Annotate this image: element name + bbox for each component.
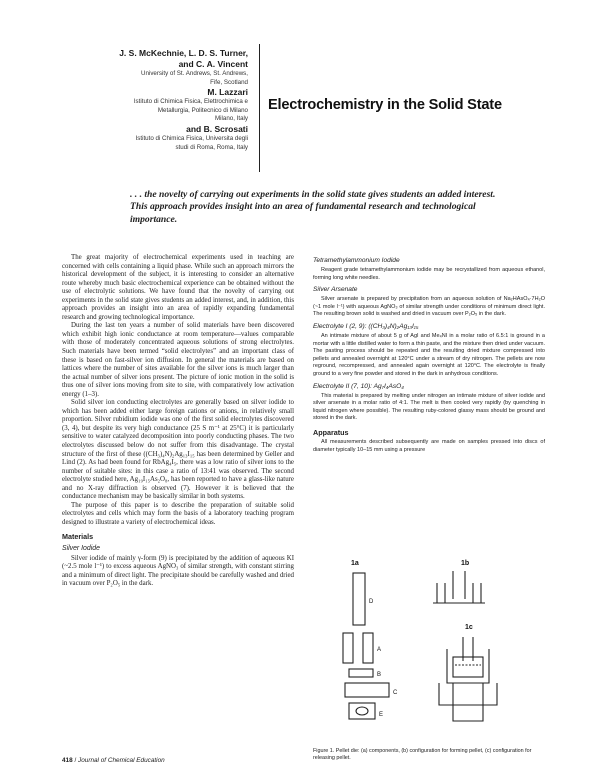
- body-paragraph: During the last ten years a number of solid materials have been discovered which exhibit high ionic conductance at room temperature—values comparable with those of moderately concentrated aqueous solutions of strong electrolytes. Such materials have been termed “solid electrolytes” and an important class of these is based on fast-silver ion diffusion. In general the materials are based on lattices where the number of sites available for the silver ions is much larger than the actual number of silver ions present. The picture of ionic motion in the solid is thus one of silver ions moving from site to site, with comparatively low activation energy (1–3).: [62, 322, 294, 398]
- subsection-heading-electrolyte-2: [313, 382, 545, 391]
- pellet-die-figure: [313, 553, 545, 743]
- affiliation-line: University of St. Andrews, St. Andrews,: [141, 70, 248, 77]
- heading-label: Electrolyte I (2, 9):: [313, 322, 367, 330]
- footer-separator: /: [74, 757, 77, 764]
- subsection-heading-silver-iodide: Silver Iodide: [62, 544, 100, 552]
- section-heading-materials: Materials: [62, 531, 94, 541]
- figure-label-d: D: [369, 599, 374, 605]
- die-piece-b: [349, 669, 373, 677]
- body-paragraph: Solid silver ion conducting electrolytes are generally based on silver iodide to which has been added either large foreign cations or anions, in relatively small proportion. Silver rubidium iodide was one of the first solid electrolytes discovered (3, 4), but despite its very high conductance (25 S m⁻¹ at 25°C) it is particularly sensitive to water catalyzed decomposition into poorly conducting phases. The two electrolytes discussed below do not suffer from this disadvantage. The crystal structure of the first of these ((CH₃)₄N)₂Ag₁₃I₁₅ has been determined by Geller and Lind (2). As had been found for RbAg₄I₅, there was a low ratio of silver ions to the number of suitable sites: in this case a ratio of 13:41 was observed. The second electrolyte studied here, Ag₁₉I₁₅As₂O₈, has been reported to have a glass-like nature and no X-ray diffraction is observed (7). However it is believed that the conductance mechanism may be basically similar in both systems.: [62, 399, 294, 501]
- body-paragraph: Silver arsenate is prepared by precipitation from an aqueous solution of Na₂HAsO₄·7H₂O (~1 mole l⁻¹) with aqueous AgNO₃ of similar strength under conditions of minimum direct light. The resulting brown solid is washed and dried in vacuum over P₂O₅ in the dark.: [313, 296, 545, 318]
- affiliation-line: Fife, Scotland: [210, 78, 248, 86]
- heading-formula: Ag₇I₄AsO₄: [373, 382, 404, 390]
- body-paragraph: This material is prepared by melting under nitrogen an intimate mixture of silver iodide and silver arsenate in a molar ratio of 4:1. The melt is then cooled very rapidly (by quenching in liquid nitrogen where possible). The resulting ruby-colored glassy mass should be ground and stored in the dark.: [313, 392, 545, 422]
- figure-label-1c: 1c: [465, 624, 473, 631]
- die-cylinder-e-hole: [356, 707, 368, 715]
- affiliation-line: Milano, Italy: [214, 115, 248, 123]
- author-name-2: and C. A. Vincent: [178, 59, 248, 69]
- body-paragraph: An intimate mixture of about 5 g of AgI and Me₄NI in a molar ratio of 6.5:1 is ground in a mortar with a little distilled water to form a thin paste, and the mixture then dried under vacuum. The pasting process should be repeated and the resulting dried mixture compressed into pellets and annealed overnight at 120°C under a stream of dry nitrogen. The pellets are now reground, recompressed, and annealed again overnight at 120°C. The electrolyte is finally ground to a very fine powder and stored in the dark in anhydrous conditions.: [313, 332, 545, 377]
- lead-quote: . . . the novelty of carrying out experiments in the solid state gives students an added interest. This approach provides insight into an area of fundamental research and technological importance.: [130, 189, 496, 225]
- figure-label-b: B: [377, 672, 382, 678]
- journal-name: Journal of Chemical Education: [78, 757, 165, 764]
- author-name-1: J. S. McKechnie, L. D. S. Turner,: [119, 48, 248, 58]
- figure-label-c: C: [393, 690, 398, 696]
- affiliation-line: Istituto di Chimica Fisica, Elettrochimica e: [133, 98, 248, 106]
- subsection-heading-electrolyte-1: [313, 322, 545, 331]
- body-paragraph: Reagent grade tetramethylammonium iodide may be recrystallized from aqueous ethanol, forming long white needles.: [313, 267, 545, 281]
- die-cylinder-e: [349, 703, 375, 719]
- subsection-heading-tma: Tetramethylammonium Iodide: [313, 257, 400, 264]
- heading-formula: ((CH₃)₄N)₂Ag₁₃I₁₅: [368, 322, 419, 330]
- die-piece-a-left: [343, 633, 353, 663]
- die-piece-a-right: [363, 633, 373, 663]
- page-footer: [62, 757, 165, 764]
- figure-label-e: E: [379, 712, 384, 718]
- affiliation-line: studi di Roma, Roma, Italy: [175, 143, 248, 151]
- left-column: [62, 254, 294, 589]
- page-number: 418: [62, 757, 73, 764]
- figure-label-a: A: [377, 647, 382, 653]
- body-paragraph: The great majority of electrochemical experiments used in teaching are concerned with cells containing a liquid phase. While such an approach mirrors the historical development of the subject, it is interesting to consider an alternative route whereby much basic electrochemical experience can be obtained without the use of electrolytic solutions. We have found that the novelty of carrying out experiments in the solid state gives students an added interest, and, in addition, this approach provides an insight into an area of rapidly expanding fundamental research and growing technological importance.: [62, 254, 294, 321]
- affiliation-line: Metallurgia, Politecnico di Milano: [157, 106, 248, 114]
- author-name-3: M. Lazzari: [207, 87, 248, 98]
- figure-caption: Figure 1. Pellet die: (a) components, (b) configuration for forming pellet, (c) configuration for releasing pellet.: [313, 748, 532, 762]
- affiliation-line: Istituto di Chimica Fisica, Universita degli: [135, 134, 248, 142]
- author-name-4: and B. Scrosati: [186, 123, 248, 134]
- section-heading-apparatus: Apparatus: [313, 427, 349, 437]
- author-block: [18, 48, 248, 152]
- body-paragraph: Silver iodide of mainly γ-form (9) is precipitated by the addition of aqueous KI (~2.5 mole l⁻¹) to excess aqueous AgNO₃ of similar strength, with constant stirring and a minimum of direct light. The precipitate should be carefully washed and dried in vacuum over P₂O₅ in the dark.: [62, 554, 294, 588]
- die-base-c: [345, 683, 389, 697]
- right-column: [313, 254, 545, 457]
- heading-label: Electrolyte II (7, 10):: [313, 382, 372, 390]
- figure-label-1a: 1a: [351, 560, 359, 567]
- article-title: Electrochemistry in the Solid State: [268, 97, 502, 113]
- subsection-heading-silver-arsenate: Silver Arsenate: [313, 286, 358, 294]
- die-plunger-d: [353, 573, 365, 625]
- body-paragraph: All measurements described subsequently are made on samples pressed into discs of diameter typically 10–15 mm using a pressure: [313, 438, 545, 453]
- figure-label-1b: 1b: [461, 560, 470, 567]
- body-paragraph: The purpose of this paper is to describe the preparation of suitable solid electrolytes and cells which may form the basis of a laboratory teaching program designed to illustrate a variety of electrochemical ideas.: [62, 501, 294, 526]
- header-divider: [259, 44, 260, 172]
